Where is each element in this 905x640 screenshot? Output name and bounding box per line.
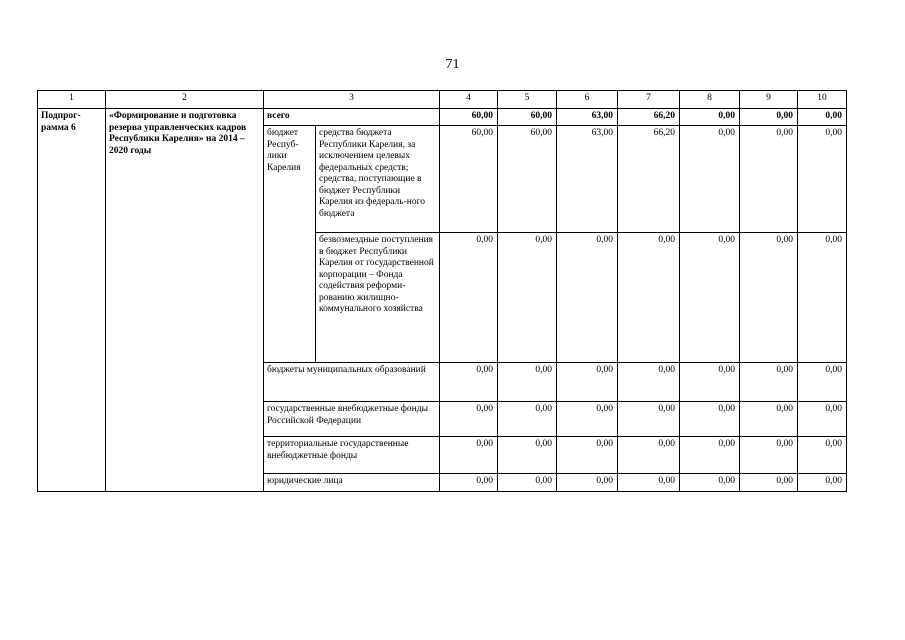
value-cell: 60,00 [440, 126, 498, 233]
page-number: 71 [445, 57, 460, 72]
header-cell: 4 [440, 91, 498, 109]
value-cell: 0,00 [798, 126, 847, 233]
value-cell: 63,00 [557, 126, 618, 233]
value-cell: 0,00 [440, 402, 498, 437]
value-cell: 63,00 [557, 109, 618, 126]
value-cell: 0,00 [798, 109, 847, 126]
value-cell: 0,00 [798, 437, 847, 474]
value-cell: 0,00 [618, 233, 680, 363]
value-cell: 0,00 [680, 233, 740, 363]
value-cell: 0,00 [680, 126, 740, 233]
header-cell: 7 [618, 91, 680, 109]
header-cell: 2 [106, 91, 264, 109]
header-cell: 6 [557, 91, 618, 109]
value-cell: 0,00 [740, 363, 798, 402]
value-cell: 0,00 [557, 233, 618, 363]
header-cell: 1 [38, 91, 106, 109]
value-cell: 0,00 [618, 402, 680, 437]
row-label: средства бюджета Республики Карелия, за исключением целевых федеральных средств; средства, поступающие в бюджет Республики Карелия из федераль-ного бюджета [316, 126, 440, 233]
value-cell: 0,00 [498, 474, 557, 492]
program-title: «Формирование и подготовка резерва управленческих кадров Республики Карелия» на 2014 – 2020 годы [106, 109, 264, 492]
value-cell: 0,00 [557, 437, 618, 474]
row-label: юридические лица [264, 474, 440, 492]
value-cell: 66,20 [618, 126, 680, 233]
value-cell: 0,00 [680, 109, 740, 126]
value-cell: 0,00 [740, 109, 798, 126]
value-cell: 0,00 [498, 437, 557, 474]
value-cell: 0,00 [498, 233, 557, 363]
value-cell: 0,00 [680, 437, 740, 474]
republic-budget-label: бюджет Респуб-лики Карелия [264, 126, 316, 363]
value-cell: 60,00 [498, 126, 557, 233]
value-cell: 0,00 [618, 437, 680, 474]
value-cell: 0,00 [740, 126, 798, 233]
row-label: всего [264, 109, 440, 126]
header-cell: 5 [498, 91, 557, 109]
value-cell: 0,00 [440, 233, 498, 363]
header-cell: 3 [264, 91, 440, 109]
value-cell: 0,00 [798, 402, 847, 437]
value-cell: 0,00 [498, 402, 557, 437]
value-cell: 0,00 [557, 402, 618, 437]
value-cell: 0,00 [798, 474, 847, 492]
value-cell: 0,00 [440, 363, 498, 402]
value-cell: 0,00 [680, 363, 740, 402]
value-cell: 0,00 [618, 474, 680, 492]
value-cell: 0,00 [498, 363, 557, 402]
program-code: Подпрог-рамма 6 [38, 109, 106, 492]
value-cell: 0,00 [740, 474, 798, 492]
budget-table [37, 90, 847, 492]
value-cell: 0,00 [618, 363, 680, 402]
value-cell: 0,00 [798, 233, 847, 363]
value-cell: 0,00 [440, 437, 498, 474]
header-row [38, 91, 847, 109]
value-cell: 0,00 [740, 233, 798, 363]
value-cell: 0,00 [680, 402, 740, 437]
table-row-total [38, 109, 847, 126]
row-label: территориальные государственные внебюджетные фонды [264, 437, 440, 474]
value-cell: 60,00 [440, 109, 498, 126]
row-label: безвозмездные поступления в бюджет Республики Карелия от государственной корпорации – Фонда содействия реформи-рованию жилищно-коммунального хозяйства [316, 233, 440, 363]
value-cell: 0,00 [557, 363, 618, 402]
value-cell: 0,00 [798, 363, 847, 402]
value-cell: 0,00 [440, 474, 498, 492]
header-cell: 9 [740, 91, 798, 109]
value-cell: 60,00 [498, 109, 557, 126]
header-cell: 8 [680, 91, 740, 109]
value-cell: 0,00 [740, 402, 798, 437]
value-cell: 66,20 [618, 109, 680, 126]
value-cell: 0,00 [680, 474, 740, 492]
value-cell: 0,00 [740, 437, 798, 474]
header-cell: 10 [798, 91, 847, 109]
row-label: бюджеты муниципальных образований [264, 363, 440, 402]
value-cell: 0,00 [557, 474, 618, 492]
row-label: государственные внебюджетные фонды Российской Федерации [264, 402, 440, 437]
